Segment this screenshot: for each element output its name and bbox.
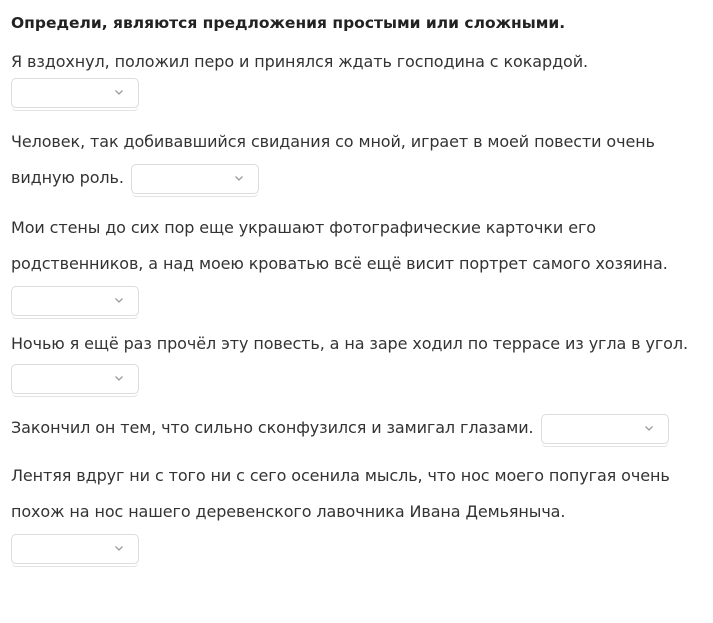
- answer-select-3[interactable]: [11, 286, 139, 316]
- chevron-down-icon: [114, 543, 124, 553]
- chevron-down-icon: [234, 173, 244, 183]
- question-1: [11, 44, 699, 80]
- answer-select-2[interactable]: [131, 164, 259, 194]
- question-5: [11, 410, 699, 446]
- question-text: Человек, так добивавшийся свидания со мной, играет в моей повести очень видную роль.: [11, 132, 655, 187]
- question-2: [11, 124, 691, 196]
- chevron-down-icon: [114, 87, 124, 97]
- question-text: Ночью я ещё раз прочёл эту повесть, а на заре ходил по террасе из угла в угол.: [11, 334, 688, 353]
- question-text: Лентяя вдруг ни с того ни с сего осенила мысль, что нос моего попугая очень похож на нос нашего деревенского лавочника Ивана Демьяныча.: [11, 466, 670, 521]
- answer-select-4[interactable]: [11, 364, 139, 394]
- task-title: Определи, являются предложения простыми или сложными.: [11, 14, 566, 32]
- answer-select-5[interactable]: [541, 414, 669, 444]
- question-text: Я вздохнул, положил перо и принялся ждать господина с кокардой.: [11, 52, 589, 71]
- question-text: Закончил он тем, что сильно сконфузился и замигал глазами.: [11, 418, 534, 437]
- answer-select-1[interactable]: [11, 78, 139, 108]
- question-3: [11, 210, 691, 282]
- answer-select-6[interactable]: [11, 534, 139, 564]
- question-4: [11, 326, 699, 362]
- question-text: Мои стены до сих пор еще украшают фотографические карточки его родственников, а над моею кроватью всё ещё висит портрет самого хозяина.: [11, 218, 668, 273]
- chevron-down-icon: [114, 295, 124, 305]
- chevron-down-icon: [644, 423, 654, 433]
- question-6: [11, 458, 691, 530]
- chevron-down-icon: [114, 373, 124, 383]
